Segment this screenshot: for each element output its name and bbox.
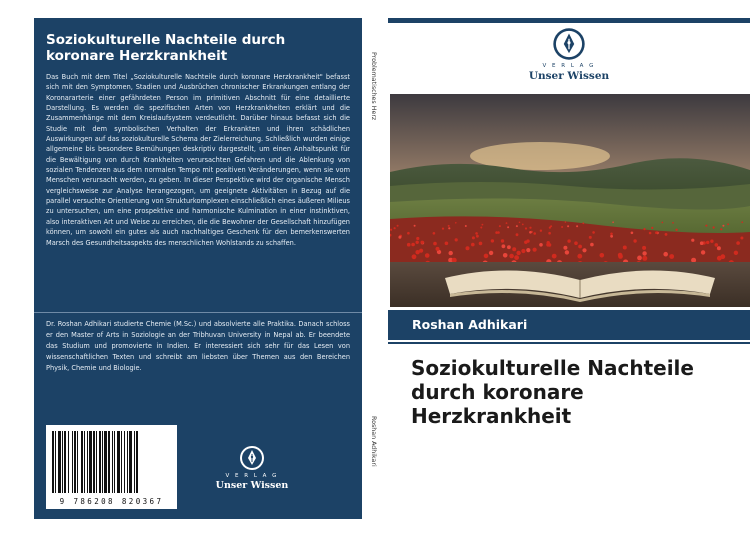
cover-photo-open-book-poppy-field xyxy=(390,94,750,307)
poppy xyxy=(475,232,478,235)
front-publisher-logo xyxy=(514,27,624,82)
barcode-bar xyxy=(52,431,54,493)
poppy xyxy=(727,223,729,225)
poppy xyxy=(720,228,722,230)
poppy xyxy=(533,248,537,252)
poppy xyxy=(397,225,399,227)
poppy xyxy=(526,248,530,252)
poppy xyxy=(407,232,410,235)
poppy xyxy=(715,243,719,247)
barcode-bar xyxy=(112,431,113,493)
poppy xyxy=(497,231,500,234)
poppy xyxy=(419,249,423,253)
poppy xyxy=(411,243,415,247)
poppy xyxy=(590,243,594,247)
poppy xyxy=(394,227,396,229)
poppy xyxy=(565,221,567,223)
poppy xyxy=(631,232,634,235)
book-spine xyxy=(362,18,388,519)
front-author-bar xyxy=(388,310,750,340)
poppy xyxy=(578,245,582,249)
poppy xyxy=(740,237,743,240)
poppy xyxy=(445,242,449,246)
poppy xyxy=(643,228,645,230)
poppy xyxy=(501,239,504,242)
barcode-bar xyxy=(84,431,85,493)
poppy xyxy=(592,231,595,234)
poppy xyxy=(398,236,401,239)
poppy xyxy=(642,246,646,250)
poppy xyxy=(722,225,724,227)
poppy xyxy=(421,241,424,244)
barcode-bar xyxy=(81,431,83,493)
barcode-bar xyxy=(114,431,115,493)
poppy xyxy=(480,227,482,229)
poppy xyxy=(433,242,437,246)
poppy xyxy=(637,256,642,261)
barcode-bar xyxy=(129,431,132,493)
poppy xyxy=(612,221,614,223)
poppy xyxy=(522,224,524,226)
poppy xyxy=(502,244,506,248)
poppy xyxy=(691,258,696,263)
poppy xyxy=(448,225,450,227)
barcode-bar xyxy=(68,431,69,493)
barcode-bar xyxy=(64,431,66,493)
poppy xyxy=(452,258,457,263)
poppy xyxy=(476,235,479,238)
poppy xyxy=(539,243,543,247)
poppy xyxy=(507,226,509,228)
poppy xyxy=(663,252,668,257)
poppy xyxy=(642,256,647,261)
poppy xyxy=(710,240,713,243)
poppy xyxy=(516,233,519,236)
barcode-bar xyxy=(72,431,73,493)
publisher-verlag-label: V E R L A G xyxy=(542,63,596,69)
poppy xyxy=(466,246,470,250)
barcode-bar xyxy=(104,431,107,493)
barcode-bar xyxy=(87,431,88,493)
poppy xyxy=(665,233,668,236)
poppy xyxy=(574,241,578,245)
author-bio: Dr. Roshan Adhikari studierte Chemie (M.Sc.) und absolvierte alle Praktika. Danach schloss er den Master of Arts in Soziologie an der Tribhuvan University in Nepal ab. Er beendete das Studium und promovierte in Indien. Er interessiert sich sehr für das Lesen von wissenschaftlichen Texten und schreibt am liebsten über Themen aus den Bereichen Physik, Chemie und Biologie. xyxy=(46,320,350,372)
poppy xyxy=(672,222,674,224)
barcode-bar xyxy=(121,431,122,493)
poppy xyxy=(499,225,501,227)
poppy xyxy=(610,235,613,238)
barcode-bar xyxy=(77,431,78,493)
front-top-bar xyxy=(388,18,750,23)
poppy xyxy=(448,227,450,229)
barcode-bar xyxy=(127,431,128,493)
poppy xyxy=(700,241,704,245)
poppy xyxy=(610,233,613,236)
poppy xyxy=(436,247,440,251)
barcode-bar xyxy=(74,431,76,493)
barcode-bar xyxy=(62,431,63,493)
poppy xyxy=(414,225,416,227)
poppy xyxy=(455,222,457,224)
poppy xyxy=(649,232,652,235)
poppy xyxy=(662,222,664,224)
back-cover-blurb: Das Buch mit dem Titel „Soziokulturelle Nachteile durch koronare Herzkrankheit" befasst sich mit den Symptomen, Stadien und Ausbrüchen chronischer Erkrankungen entlang der Koronararterie einer gefährdeten Person im primitiven Abschnitt für eine detaillierte Darstellung. Es werden die spezifischen Arten von Herzkrankheiten erklärt und die Zusammenhänge mit dem Kreislaufsystem verdeutlicht. Darüber hinaus befasst sich die Studie mit dem symbolischen Verhalten der Erkrankten und ihren schädlichen Auswirkungen auf das soziokulturelle Schema der Zielerreichung. Schließlich wurden einige allgemeine bis besondere Bemühungen deskriptiv dargestellt, um einen Anhaltspunkt für die Bewältigung von durch Krankheiten verursachten Gefahren und die Ablenkung von sozialen Tendenzen aus dem normalen Tempo mit positiven Veränderungen, wenn sie vom Menschen verursacht werden, zu geben. In dieser Perspektive wird der organische Mensch vergleichsweise zur Analyse herangezogen, um geeignete Aktivitäten in Bezug auf die parallel versuchte Orientierung von Strukturkomplexen einschließlich eines äußeren Milieus zu untersuchen, um eine prospektive und harmonische Kulmination in einer instinktiven, also interaktiven Art und Weise zu erreichen, die die Bewohner der Gesellschaft hinzufügen können, um sowohl ein gutes als auch nachhaltiges Geschenk für den bemerkenswerten Marsch des Gesundheitsaspekts des menschlichen Wohlstands zu schaffen. xyxy=(46,73,350,247)
back-cover-divider xyxy=(34,312,362,313)
poppy xyxy=(433,232,436,235)
barcode-bars xyxy=(52,431,171,493)
barcode-bar xyxy=(55,431,56,493)
poppy xyxy=(484,254,489,259)
poppy xyxy=(449,251,453,255)
poppy xyxy=(519,222,521,224)
barcode-bar xyxy=(93,431,95,493)
poppy xyxy=(407,243,411,247)
poppy xyxy=(509,254,514,259)
front-cover xyxy=(388,18,750,519)
poppy xyxy=(516,251,520,255)
poppy xyxy=(521,249,525,253)
poppy xyxy=(416,237,419,240)
front-author-name: Roshan Adhikari xyxy=(412,317,528,332)
spine-author: Roshan Adhikari xyxy=(370,416,377,467)
poppy xyxy=(507,245,511,249)
barcode-bar xyxy=(124,431,125,493)
fountain-pen-nib-icon xyxy=(552,27,586,61)
poppy xyxy=(633,239,636,242)
isbn-barcode xyxy=(46,425,177,509)
front-cover-title: Soziokulturelle Nachteile durch koronare Herzkrankheit xyxy=(411,356,694,428)
poppy xyxy=(561,226,563,228)
poppy xyxy=(701,250,705,254)
poppy xyxy=(479,242,483,246)
poppy xyxy=(550,225,552,227)
poppy xyxy=(651,227,653,229)
poppy xyxy=(675,229,677,231)
poppy xyxy=(623,246,627,250)
poppy xyxy=(529,227,531,229)
poppy xyxy=(577,254,582,259)
back-cover xyxy=(34,18,362,519)
publisher-name: Unser Wissen xyxy=(215,480,289,491)
poppy xyxy=(512,247,516,251)
poppy xyxy=(741,221,743,223)
poppy xyxy=(618,253,623,258)
barcode-bar xyxy=(96,431,97,493)
poppy xyxy=(491,239,494,242)
poppy xyxy=(589,236,592,239)
barcode-bar xyxy=(99,431,101,493)
poppy xyxy=(691,239,694,242)
poppy xyxy=(489,251,493,255)
poppy xyxy=(465,225,467,227)
poppy xyxy=(576,225,578,227)
isbn-digits: 9 786208 820367 xyxy=(59,497,164,506)
poppy xyxy=(514,255,519,260)
poppy xyxy=(425,253,430,258)
poppy xyxy=(506,222,508,224)
poppy xyxy=(455,238,458,241)
poppy xyxy=(705,225,707,227)
poppy xyxy=(563,246,567,250)
back-publisher-logo xyxy=(207,445,297,491)
poppy xyxy=(526,239,529,242)
poppy xyxy=(600,253,605,258)
poppy xyxy=(442,228,444,230)
publisher-name: Unser Wissen xyxy=(528,70,610,82)
poppy xyxy=(669,254,674,259)
back-cover-title: Soziokulturelle Nachteile durch koronare Herzkrankheit xyxy=(46,32,286,64)
poppy xyxy=(482,224,484,226)
poppy xyxy=(548,232,551,235)
publisher-verlag-label: V E R L A G xyxy=(225,473,279,479)
poppy xyxy=(412,254,417,259)
fountain-pen-nib-icon xyxy=(239,445,265,471)
poppy xyxy=(655,231,658,234)
poppy xyxy=(565,250,569,254)
poppy xyxy=(567,225,569,227)
barcode-bar xyxy=(134,431,135,493)
poppy xyxy=(736,241,740,245)
barcode-bar xyxy=(58,431,61,493)
poppy xyxy=(472,236,475,239)
poppy xyxy=(642,251,646,255)
poppy xyxy=(582,222,584,224)
poppy xyxy=(548,243,552,247)
poppy xyxy=(540,230,542,232)
spine-title: Problematisches Herz xyxy=(370,52,377,121)
poppy xyxy=(529,231,532,234)
poppy xyxy=(471,243,475,247)
poppy xyxy=(525,227,527,229)
poppy xyxy=(390,229,392,231)
front-title-rule xyxy=(388,342,750,344)
poppy xyxy=(533,232,536,235)
barcode-bar xyxy=(136,431,138,493)
barcode-bar xyxy=(108,431,110,493)
poppy xyxy=(552,254,557,259)
poppy xyxy=(717,246,721,250)
poppy xyxy=(516,225,518,227)
poppy xyxy=(416,241,419,244)
poppy xyxy=(720,254,725,259)
barcode-bar xyxy=(117,431,120,493)
poppy xyxy=(713,226,715,228)
poppy xyxy=(582,248,586,252)
poppy xyxy=(706,241,709,244)
poppy xyxy=(734,251,738,255)
poppy xyxy=(567,239,570,242)
barcode-bar xyxy=(89,431,92,493)
poppy xyxy=(503,253,508,258)
barcode-bar xyxy=(102,431,103,493)
